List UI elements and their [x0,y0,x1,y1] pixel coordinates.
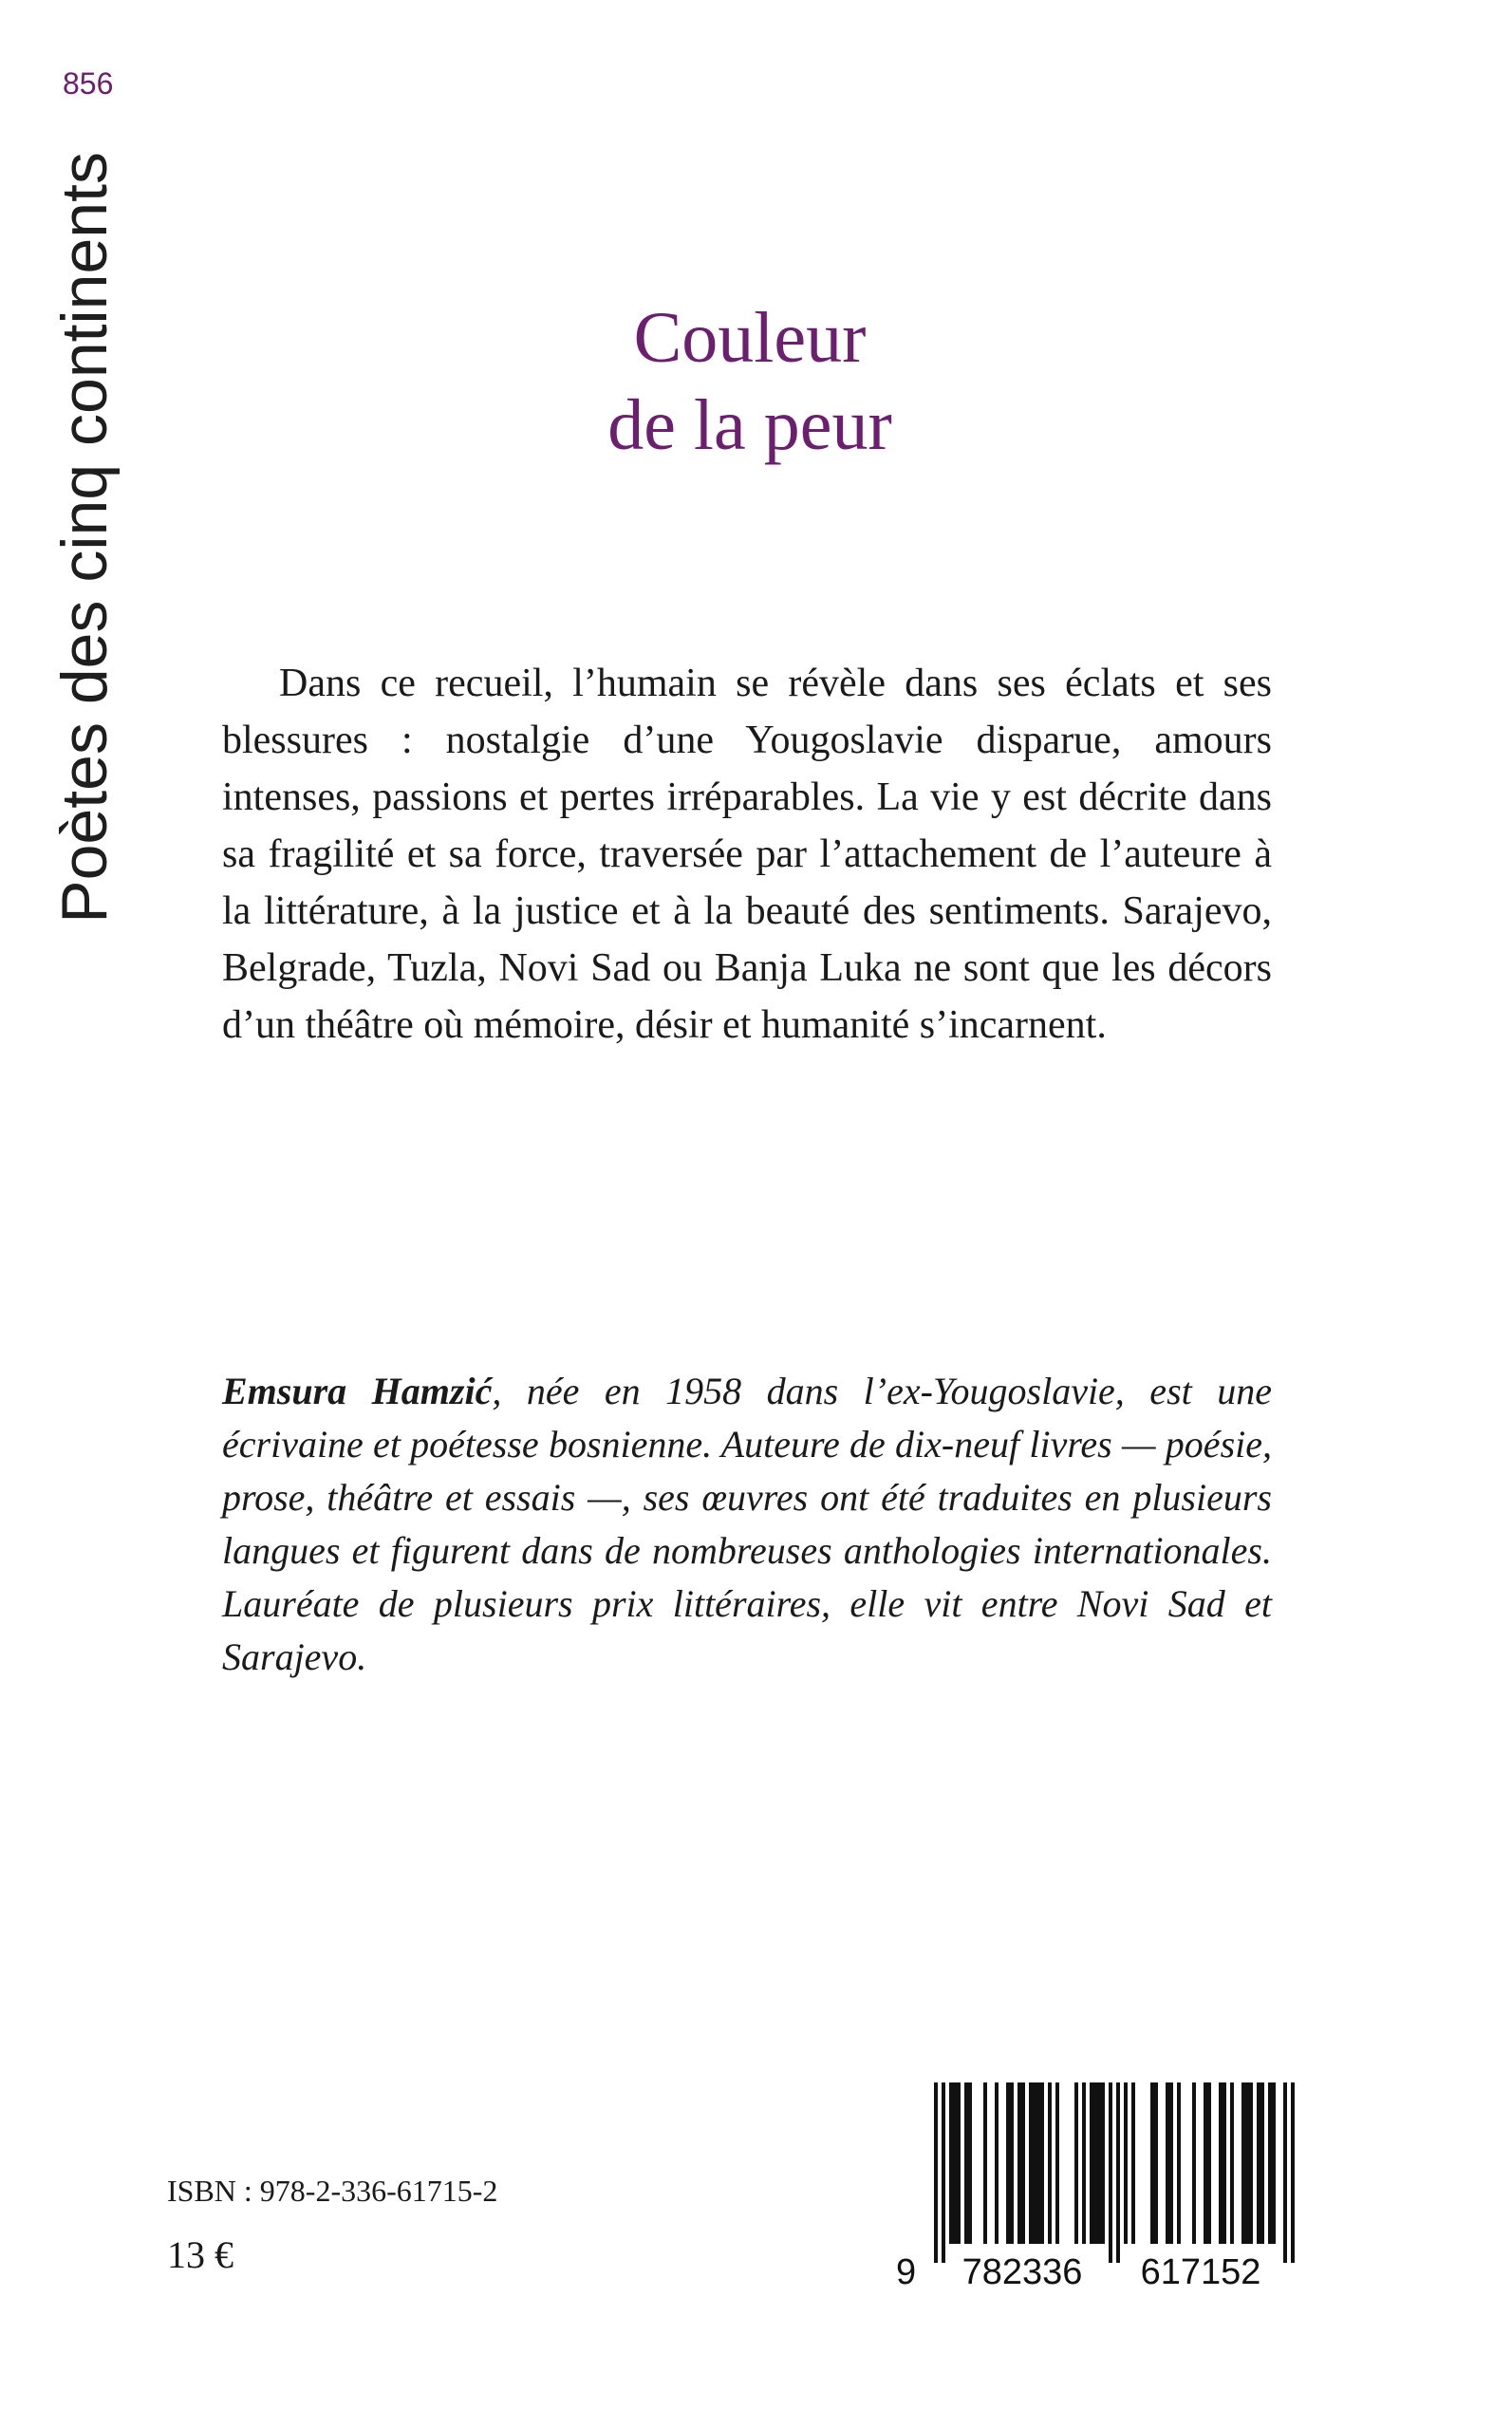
book-title-line-2: de la peur [607,385,892,465]
barcode-bar [1230,2082,1234,2244]
barcode-bar [1268,2082,1272,2244]
barcode-bar [1283,2082,1287,2263]
barcode-bar [1219,2082,1223,2244]
barcode-bar [1029,2082,1033,2244]
barcode-bar [1177,2082,1181,2244]
barcode-bar [1166,2082,1169,2244]
barcode-bar [1006,2082,1010,2244]
barcode-bar [953,2082,957,2244]
price: 13 € [167,2233,233,2276]
barcode-bar [1204,2082,1207,2244]
barcode-bar [1154,2082,1158,2244]
barcode-bar [1090,2082,1093,2244]
barcode-bar [1260,2082,1264,2244]
barcode-left-group: 782336 [961,2252,1083,2291]
barcode-bar [1055,2082,1059,2244]
barcode-bar [1097,2082,1101,2244]
barcode-bar [1101,2082,1105,2244]
barcode-bar [1150,2082,1154,2244]
barcode-bar [1036,2082,1040,2244]
barcode-bar [1082,2082,1086,2244]
barcode-bar [949,2082,953,2244]
book-title [494,294,1006,469]
barcode-bar [1021,2082,1025,2244]
barcode-bar [1241,2082,1245,2244]
barcode-bar [1131,2082,1135,2244]
barcode-bars [934,2082,1295,2263]
author-bio-text: , née en 1958 dans l’ex-Yougoslavie, est une écrivaine et poétesse bosnienne. Auteure de dix-neuf livres — poésie, prose, théâtre et essais —, ses œuvres ont été traduites en plusieurs langues et figurent dans de nombreuses anthologies internationales. Lauréate de plusieurs prix littéraires, elle vit entre Novi Sad et Sarajevo. [222,1370,1272,1678]
author-bio [222,1365,1272,1684]
barcode-bar [1257,2082,1260,2244]
book-blurb: Dans ce recueil, l’humain se révèle dans ses éclats et ses blessures : nostalgie d’une Yougoslavie disparue, amours intenses, passions et pertes irréparables. La vie y est décrite dans sa fragilité et sa force, traversée par l’attachement de l’auteure à la littérature, à la justice et à la beauté des sentiments. Sarajevo, Belgrade, Tuzla, Novi Sad ou Banja Luka ne sont que les décors d’un théâtre où mémoire, désir et humanité s’incarnent. [222,662,1272,1047]
series-number: 856 [63,66,114,101]
barcode-bar [1291,2082,1295,2263]
barcode-bar [1245,2082,1249,2244]
barcode-bar [957,2082,961,2244]
isbn: ISBN : 978-2-336-61715-2 [167,2174,498,2208]
barcode-bar [1040,2082,1044,2244]
barcode-bar [1223,2082,1226,2244]
barcode-first-digit: 9 [896,2252,917,2291]
barcode-bar [1116,2082,1120,2263]
barcode-bar [1124,2082,1128,2244]
barcode-bar [1017,2082,1021,2244]
barcode-bar [1249,2082,1253,2244]
barcode-bar [1109,2082,1112,2263]
barcode-bar [1207,2082,1211,2244]
barcode-bar [1010,2082,1014,2244]
barcode-bar [1169,2082,1173,2244]
book-title-line-1: Couleur [633,298,867,378]
barcode-right-group: 617152 [1140,2252,1261,2291]
barcode-bar [1192,2082,1196,2244]
barcode-bar [942,2082,945,2263]
barcode-bar [995,2082,999,2244]
barcode-bar [983,2082,987,2244]
author-name: Emsura Hamzić [222,1370,493,1412]
barcode-bar [1093,2082,1097,2244]
series-name-container [42,152,127,959]
series-name: Poètes des cinq continents [48,152,121,924]
barcode-bar [1033,2082,1036,2244]
barcode-bar [968,2082,972,2244]
barcode-bar [934,2082,938,2263]
barcode-bar [1272,2082,1276,2244]
barcode-bar [1074,2082,1078,2244]
barcode-bar [1048,2082,1052,2244]
barcode-bar [964,2082,968,2244]
barcode [896,2082,1323,2291]
